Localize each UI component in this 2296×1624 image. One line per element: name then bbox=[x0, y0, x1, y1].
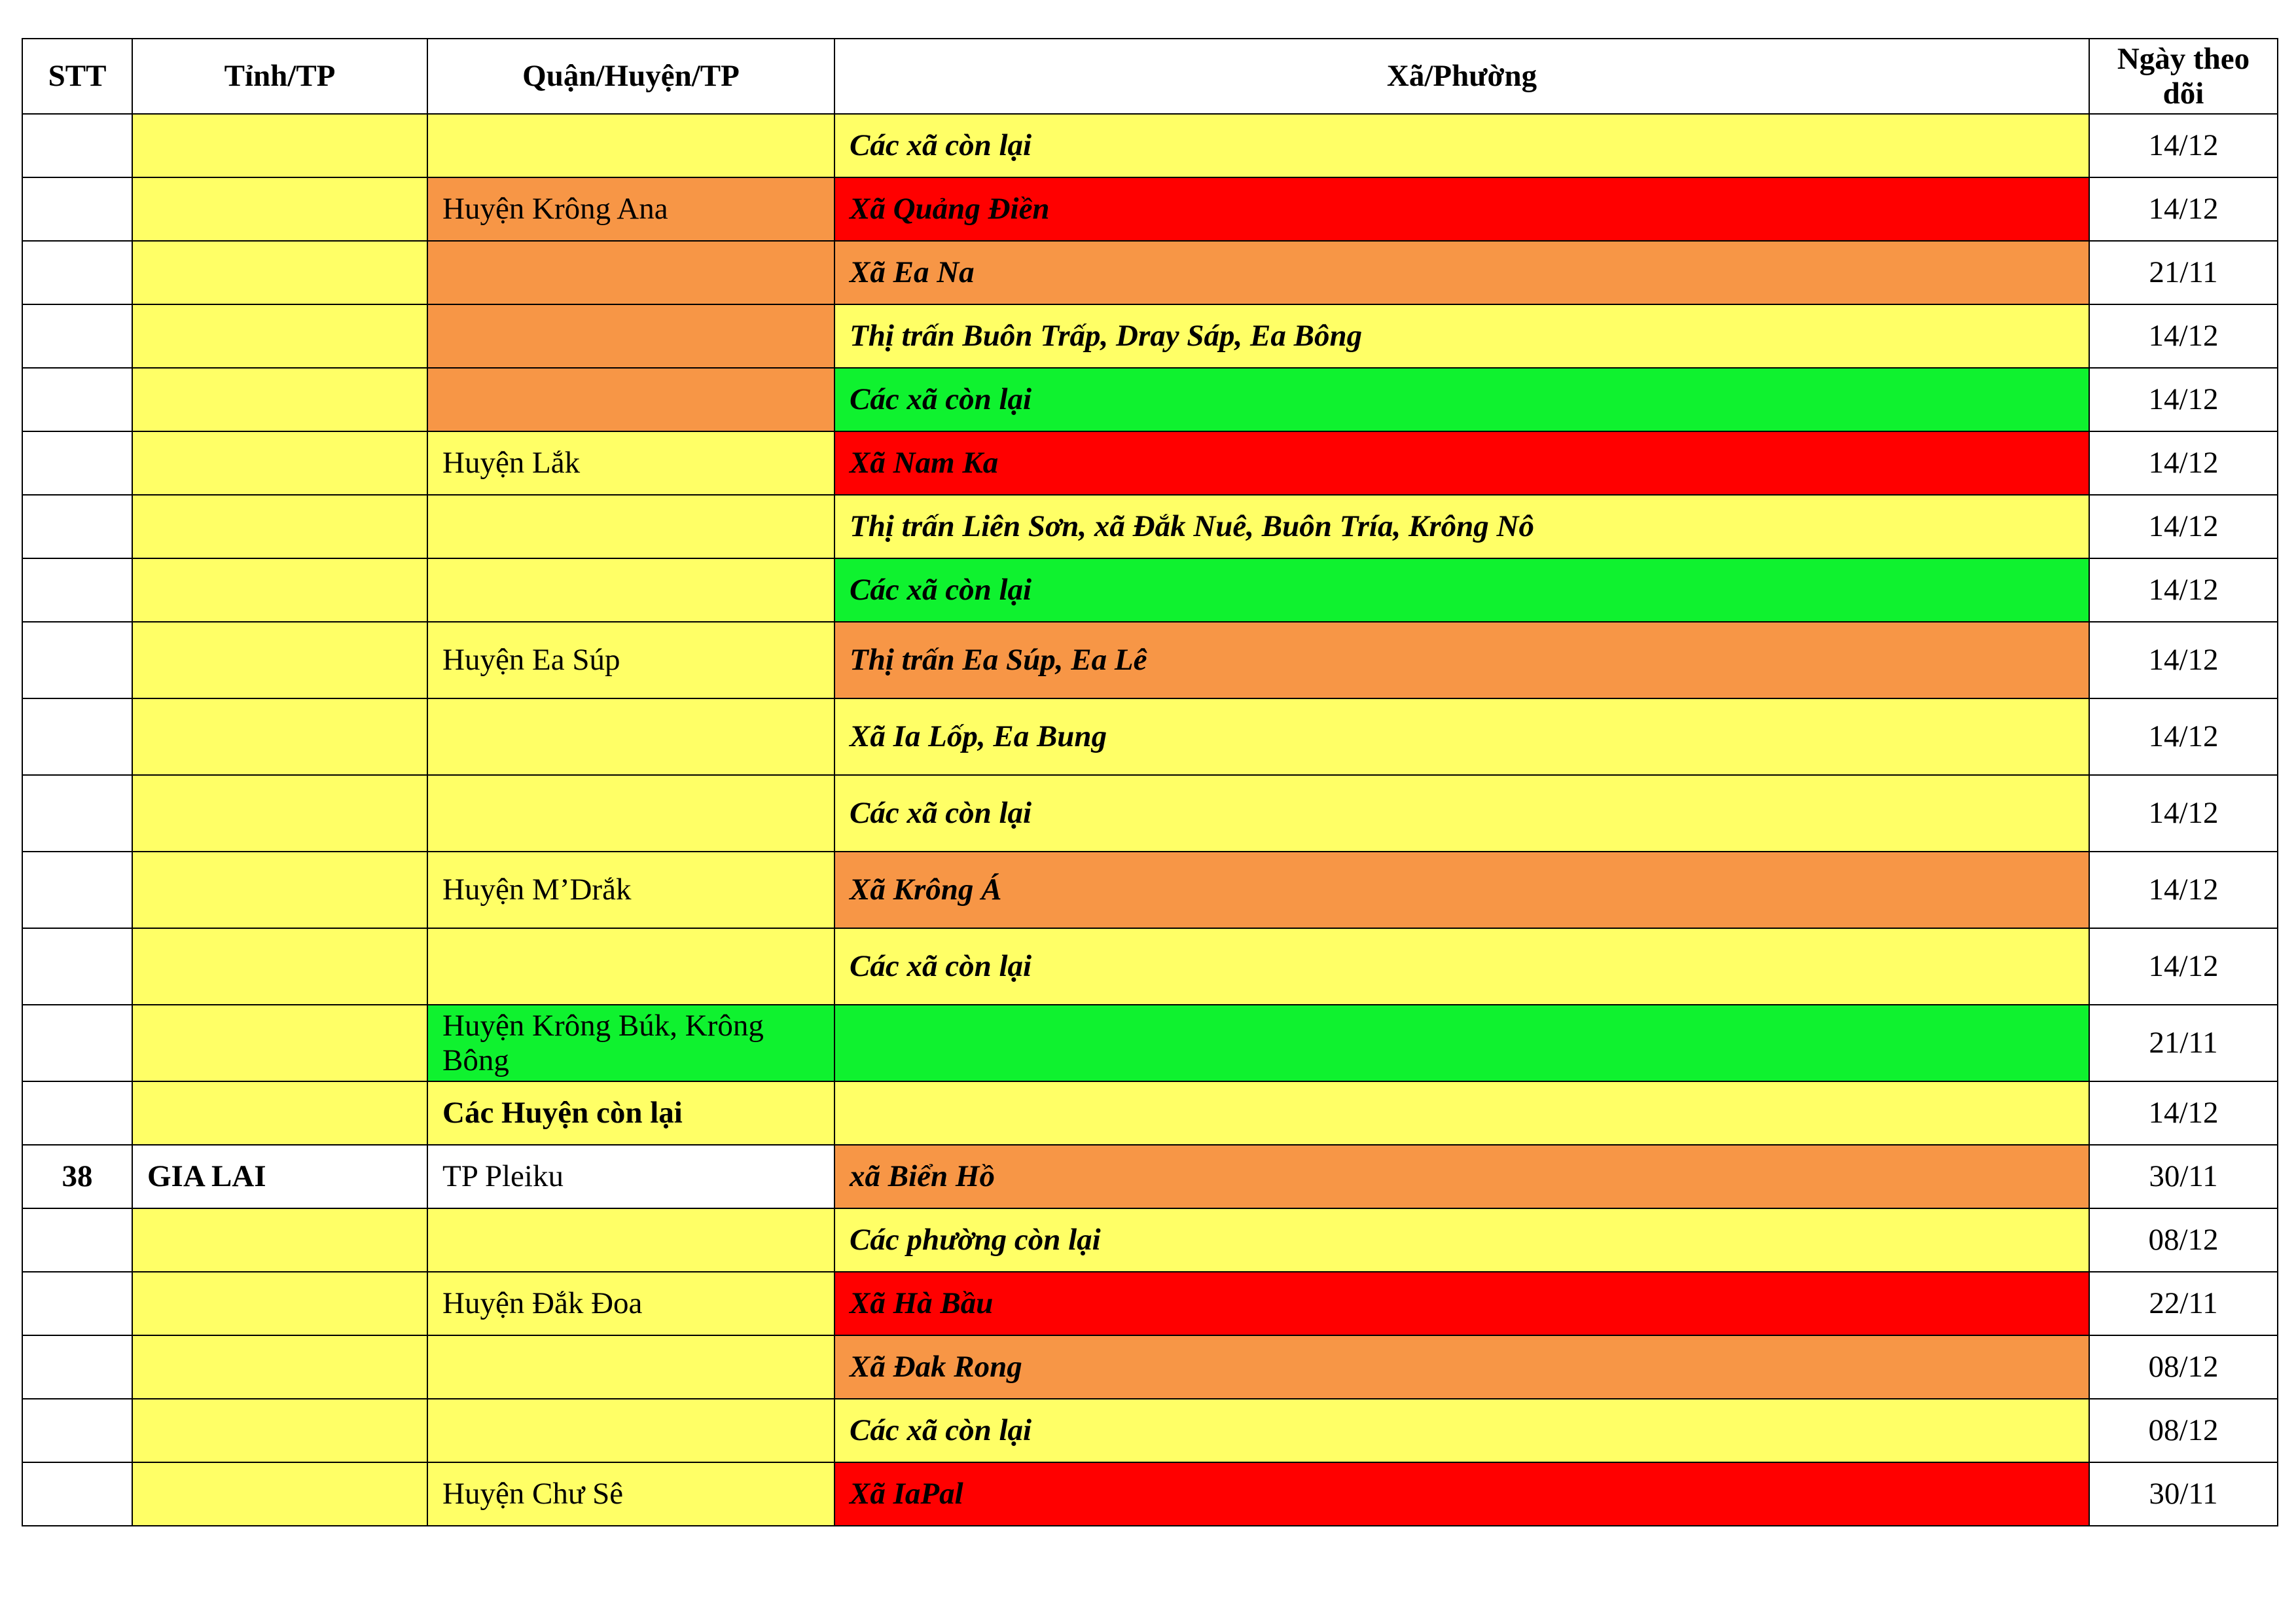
cell-date: 14/12 bbox=[2089, 558, 2278, 622]
cell-date: 14/12 bbox=[2089, 622, 2278, 698]
cell-district: Huyện Krông Ana bbox=[427, 177, 834, 241]
table-row bbox=[22, 775, 2278, 852]
cell-ward: Thị trấn Buôn Trấp, Dray Sáp, Ea Bông bbox=[834, 304, 2089, 368]
cell-date: 14/12 bbox=[2089, 304, 2278, 368]
cell-stt bbox=[22, 304, 132, 368]
cell-date: 14/12 bbox=[2089, 775, 2278, 852]
cell-province bbox=[132, 368, 427, 431]
cell-stt bbox=[22, 1399, 132, 1462]
cell-stt bbox=[22, 114, 132, 177]
cell-stt bbox=[22, 1272, 132, 1335]
table-row bbox=[22, 1005, 2278, 1081]
cell-stt bbox=[22, 1208, 132, 1272]
header-province: Tỉnh/TP bbox=[132, 39, 427, 114]
cell-province bbox=[132, 1272, 427, 1335]
cell-stt bbox=[22, 852, 132, 928]
cell-stt: 38 bbox=[22, 1145, 132, 1208]
table-row bbox=[22, 114, 2278, 177]
table-row bbox=[22, 304, 2278, 368]
table-row bbox=[22, 1462, 2278, 1526]
cell-district: TP Pleiku bbox=[427, 1145, 834, 1208]
cell-province bbox=[132, 114, 427, 177]
cell-district bbox=[427, 368, 834, 431]
cell-district: Huyện Lắk bbox=[427, 431, 834, 495]
cell-district: Huyện M’Drắk bbox=[427, 852, 834, 928]
cell-province bbox=[132, 177, 427, 241]
cell-stt bbox=[22, 622, 132, 698]
cell-ward: Xã Hà Bầu bbox=[834, 1272, 2089, 1335]
table-row bbox=[22, 928, 2278, 1005]
header-row bbox=[22, 39, 2278, 114]
cell-ward: Xã IaPal bbox=[834, 1462, 2089, 1526]
cell-ward bbox=[834, 1005, 2089, 1081]
table-row bbox=[22, 241, 2278, 304]
cell-date: 14/12 bbox=[2089, 431, 2278, 495]
cell-district bbox=[427, 304, 834, 368]
cell-stt bbox=[22, 241, 132, 304]
cell-stt bbox=[22, 775, 132, 852]
cell-district bbox=[427, 775, 834, 852]
table-row bbox=[22, 368, 2278, 431]
cell-province bbox=[132, 1208, 427, 1272]
table-row bbox=[22, 495, 2278, 558]
cell-date: 14/12 bbox=[2089, 495, 2278, 558]
cell-ward: Các xã còn lại bbox=[834, 558, 2089, 622]
cell-district bbox=[427, 241, 834, 304]
cell-ward: Xã Krông Á bbox=[834, 852, 2089, 928]
cell-date: 14/12 bbox=[2089, 1081, 2278, 1145]
cell-district bbox=[427, 114, 834, 177]
cell-date: 14/12 bbox=[2089, 177, 2278, 241]
cell-date: 14/12 bbox=[2089, 852, 2278, 928]
table-body bbox=[22, 114, 2278, 1526]
cell-province bbox=[132, 1081, 427, 1145]
table-row bbox=[22, 1399, 2278, 1462]
header-date: Ngày theo dõi bbox=[2089, 39, 2278, 114]
cell-date: 08/12 bbox=[2089, 1208, 2278, 1272]
cell-province bbox=[132, 1399, 427, 1462]
cell-ward: Các xã còn lại bbox=[834, 775, 2089, 852]
cell-ward: Các xã còn lại bbox=[834, 928, 2089, 1005]
cell-date: 14/12 bbox=[2089, 928, 2278, 1005]
cell-stt bbox=[22, 928, 132, 1005]
cell-district bbox=[427, 1399, 834, 1462]
cell-province: GIA LAI bbox=[132, 1145, 427, 1208]
table-row bbox=[22, 698, 2278, 775]
cell-province bbox=[132, 241, 427, 304]
cell-ward: Thị trấn Liên Sơn, xã Đắk Nuê, Buôn Tría, Krông Nô bbox=[834, 495, 2089, 558]
table-row bbox=[22, 1081, 2278, 1145]
cell-stt bbox=[22, 177, 132, 241]
table-row bbox=[22, 431, 2278, 495]
cell-date: 08/12 bbox=[2089, 1399, 2278, 1462]
cell-province bbox=[132, 1005, 427, 1081]
cell-province bbox=[132, 1462, 427, 1526]
header-ward: Xã/Phường bbox=[834, 39, 2089, 114]
cell-ward: Các phường còn lại bbox=[834, 1208, 2089, 1272]
cell-province bbox=[132, 775, 427, 852]
cell-district bbox=[427, 1335, 834, 1399]
cell-date: 21/11 bbox=[2089, 1005, 2278, 1081]
table-row bbox=[22, 558, 2278, 622]
table-row bbox=[22, 1272, 2278, 1335]
cell-province bbox=[132, 431, 427, 495]
cell-stt bbox=[22, 368, 132, 431]
cell-stt bbox=[22, 1081, 132, 1145]
cell-stt bbox=[22, 1462, 132, 1526]
cell-district bbox=[427, 1208, 834, 1272]
cell-stt bbox=[22, 431, 132, 495]
cell-date: 30/11 bbox=[2089, 1462, 2278, 1526]
cell-province bbox=[132, 558, 427, 622]
header-stt: STT bbox=[22, 39, 132, 114]
cell-ward: Xã Nam Ka bbox=[834, 431, 2089, 495]
cell-ward: Xã Đak Rong bbox=[834, 1335, 2089, 1399]
table-row bbox=[22, 622, 2278, 698]
cell-province bbox=[132, 928, 427, 1005]
cell-stt bbox=[22, 495, 132, 558]
cell-date: 14/12 bbox=[2089, 368, 2278, 431]
cell-stt bbox=[22, 698, 132, 775]
cell-ward: Xã Ia Lốp, Ea Bung bbox=[834, 698, 2089, 775]
cell-district: Huyện Ea Súp bbox=[427, 622, 834, 698]
tracking-table bbox=[22, 38, 2278, 1526]
cell-district bbox=[427, 495, 834, 558]
cell-date: 22/11 bbox=[2089, 1272, 2278, 1335]
cell-date: 30/11 bbox=[2089, 1145, 2278, 1208]
cell-district bbox=[427, 558, 834, 622]
table-row bbox=[22, 1145, 2278, 1208]
cell-district: Huyện Krông Búk, Krông Bông bbox=[427, 1005, 834, 1081]
cell-ward: Xã Quảng Điền bbox=[834, 177, 2089, 241]
cell-ward: Xã Ea Na bbox=[834, 241, 2089, 304]
cell-province bbox=[132, 698, 427, 775]
table-row bbox=[22, 177, 2278, 241]
cell-stt bbox=[22, 558, 132, 622]
cell-date: 21/11 bbox=[2089, 241, 2278, 304]
cell-district bbox=[427, 928, 834, 1005]
table-row bbox=[22, 1208, 2278, 1272]
cell-province bbox=[132, 304, 427, 368]
table-row bbox=[22, 1335, 2278, 1399]
header-district: Quận/Huyện/TP bbox=[427, 39, 834, 114]
cell-ward bbox=[834, 1081, 2089, 1145]
cell-stt bbox=[22, 1335, 132, 1399]
cell-district bbox=[427, 698, 834, 775]
cell-ward: Các xã còn lại bbox=[834, 1399, 2089, 1462]
cell-stt bbox=[22, 1005, 132, 1081]
cell-province bbox=[132, 852, 427, 928]
cell-province bbox=[132, 495, 427, 558]
cell-ward: xã Biển Hồ bbox=[834, 1145, 2089, 1208]
cell-ward: Các xã còn lại bbox=[834, 368, 2089, 431]
cell-province bbox=[132, 622, 427, 698]
table-header bbox=[22, 39, 2278, 114]
cell-district: Huyện Chư Sê bbox=[427, 1462, 834, 1526]
cell-district: Các Huyện còn lại bbox=[427, 1081, 834, 1145]
table-row bbox=[22, 852, 2278, 928]
cell-date: 14/12 bbox=[2089, 698, 2278, 775]
cell-ward: Các xã còn lại bbox=[834, 114, 2089, 177]
cell-district: Huyện Đắk Đoa bbox=[427, 1272, 834, 1335]
cell-date: 14/12 bbox=[2089, 114, 2278, 177]
cell-province bbox=[132, 1335, 427, 1399]
cell-date: 08/12 bbox=[2089, 1335, 2278, 1399]
cell-ward: Thị trấn Ea Súp, Ea Lê bbox=[834, 622, 2089, 698]
